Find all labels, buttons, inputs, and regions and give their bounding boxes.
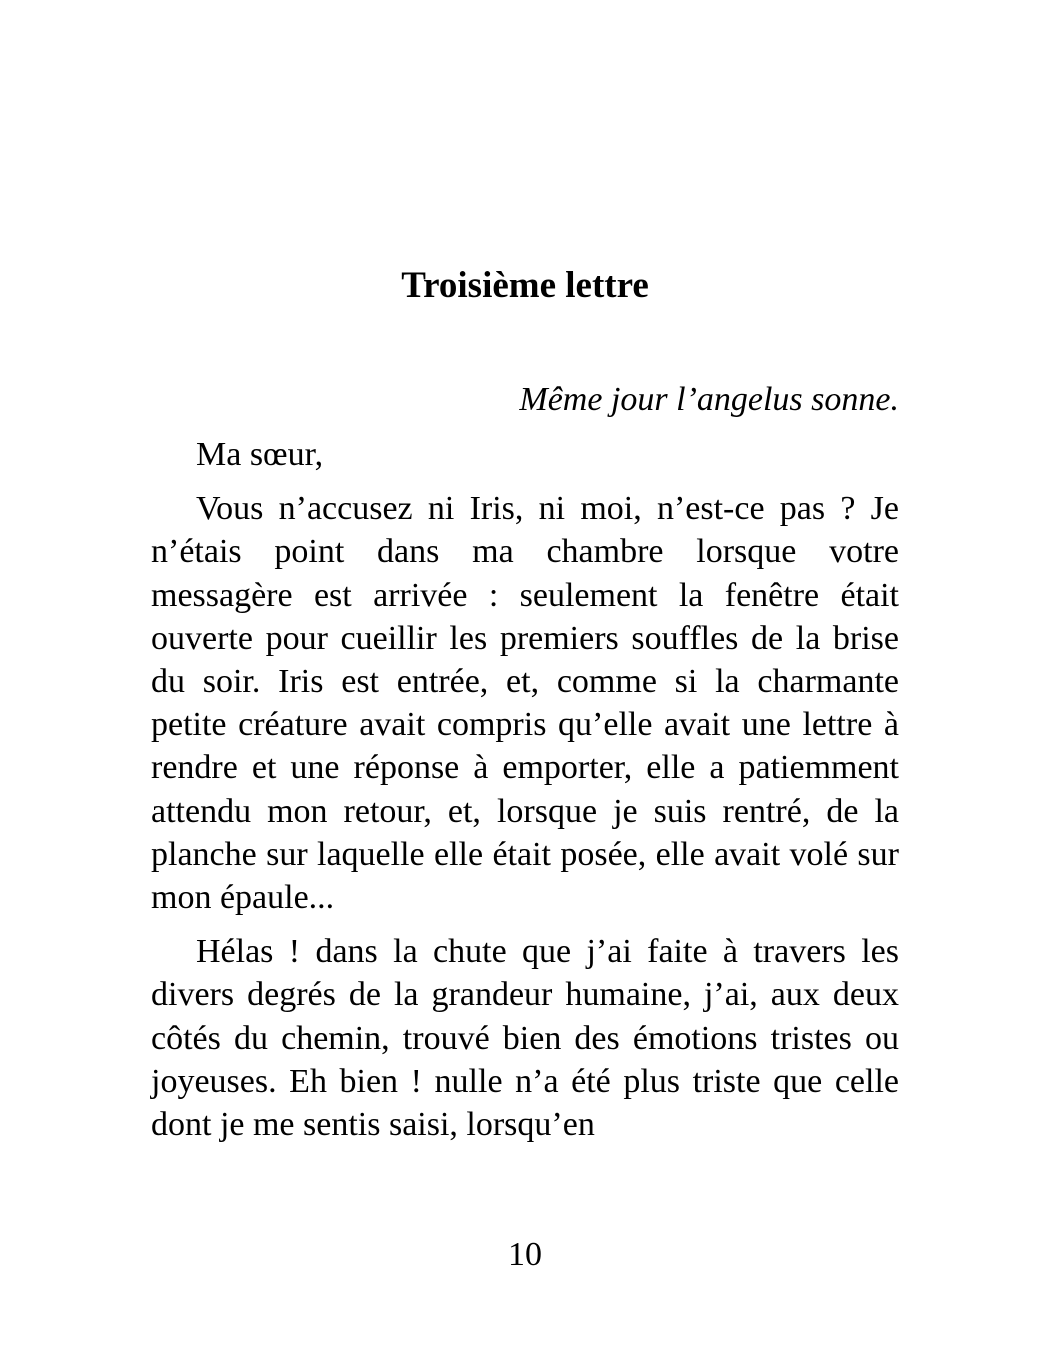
letter-dateline: Même jour l’angelus sonne. [519, 381, 899, 418]
book-page [151, 0, 899, 1350]
paragraph: Vous n’accusez ni Iris, ni moi, n’est-ce pas ? Je n’étais point dans ma chambre lorsque votre messagère est arrivée : seulement la fenêtre était ouverte pour cueillir les premiers souffles de la brise du soir. Iris est entrée, et, comme si la charmante petite créature avait compris qu’elle avait une lettre à rendre et une réponse à emporter, elle a patiemment attendu mon retour, et, lorsque je suis rentré, de la planche sur laquelle elle était posée, elle avait volé sur mon épaule... [151, 490, 899, 917]
letter-body [151, 433, 899, 1157]
page-number: 10 [508, 1236, 542, 1273]
letter-salutation: Ma sœur, [196, 436, 324, 473]
chapter-title: Troisième lettre [401, 265, 649, 306]
paragraph: Hélas ! dans la chute que j’ai faite à travers les divers degrés de la grandeur humaine, j’ai, aux deux côtés du chemin, trouvé bien des émotions tristes ou joyeuses. Eh bien ! nulle n’a été plus triste que celle dont je me sentis saisi, lorsqu’en [151, 933, 899, 1144]
